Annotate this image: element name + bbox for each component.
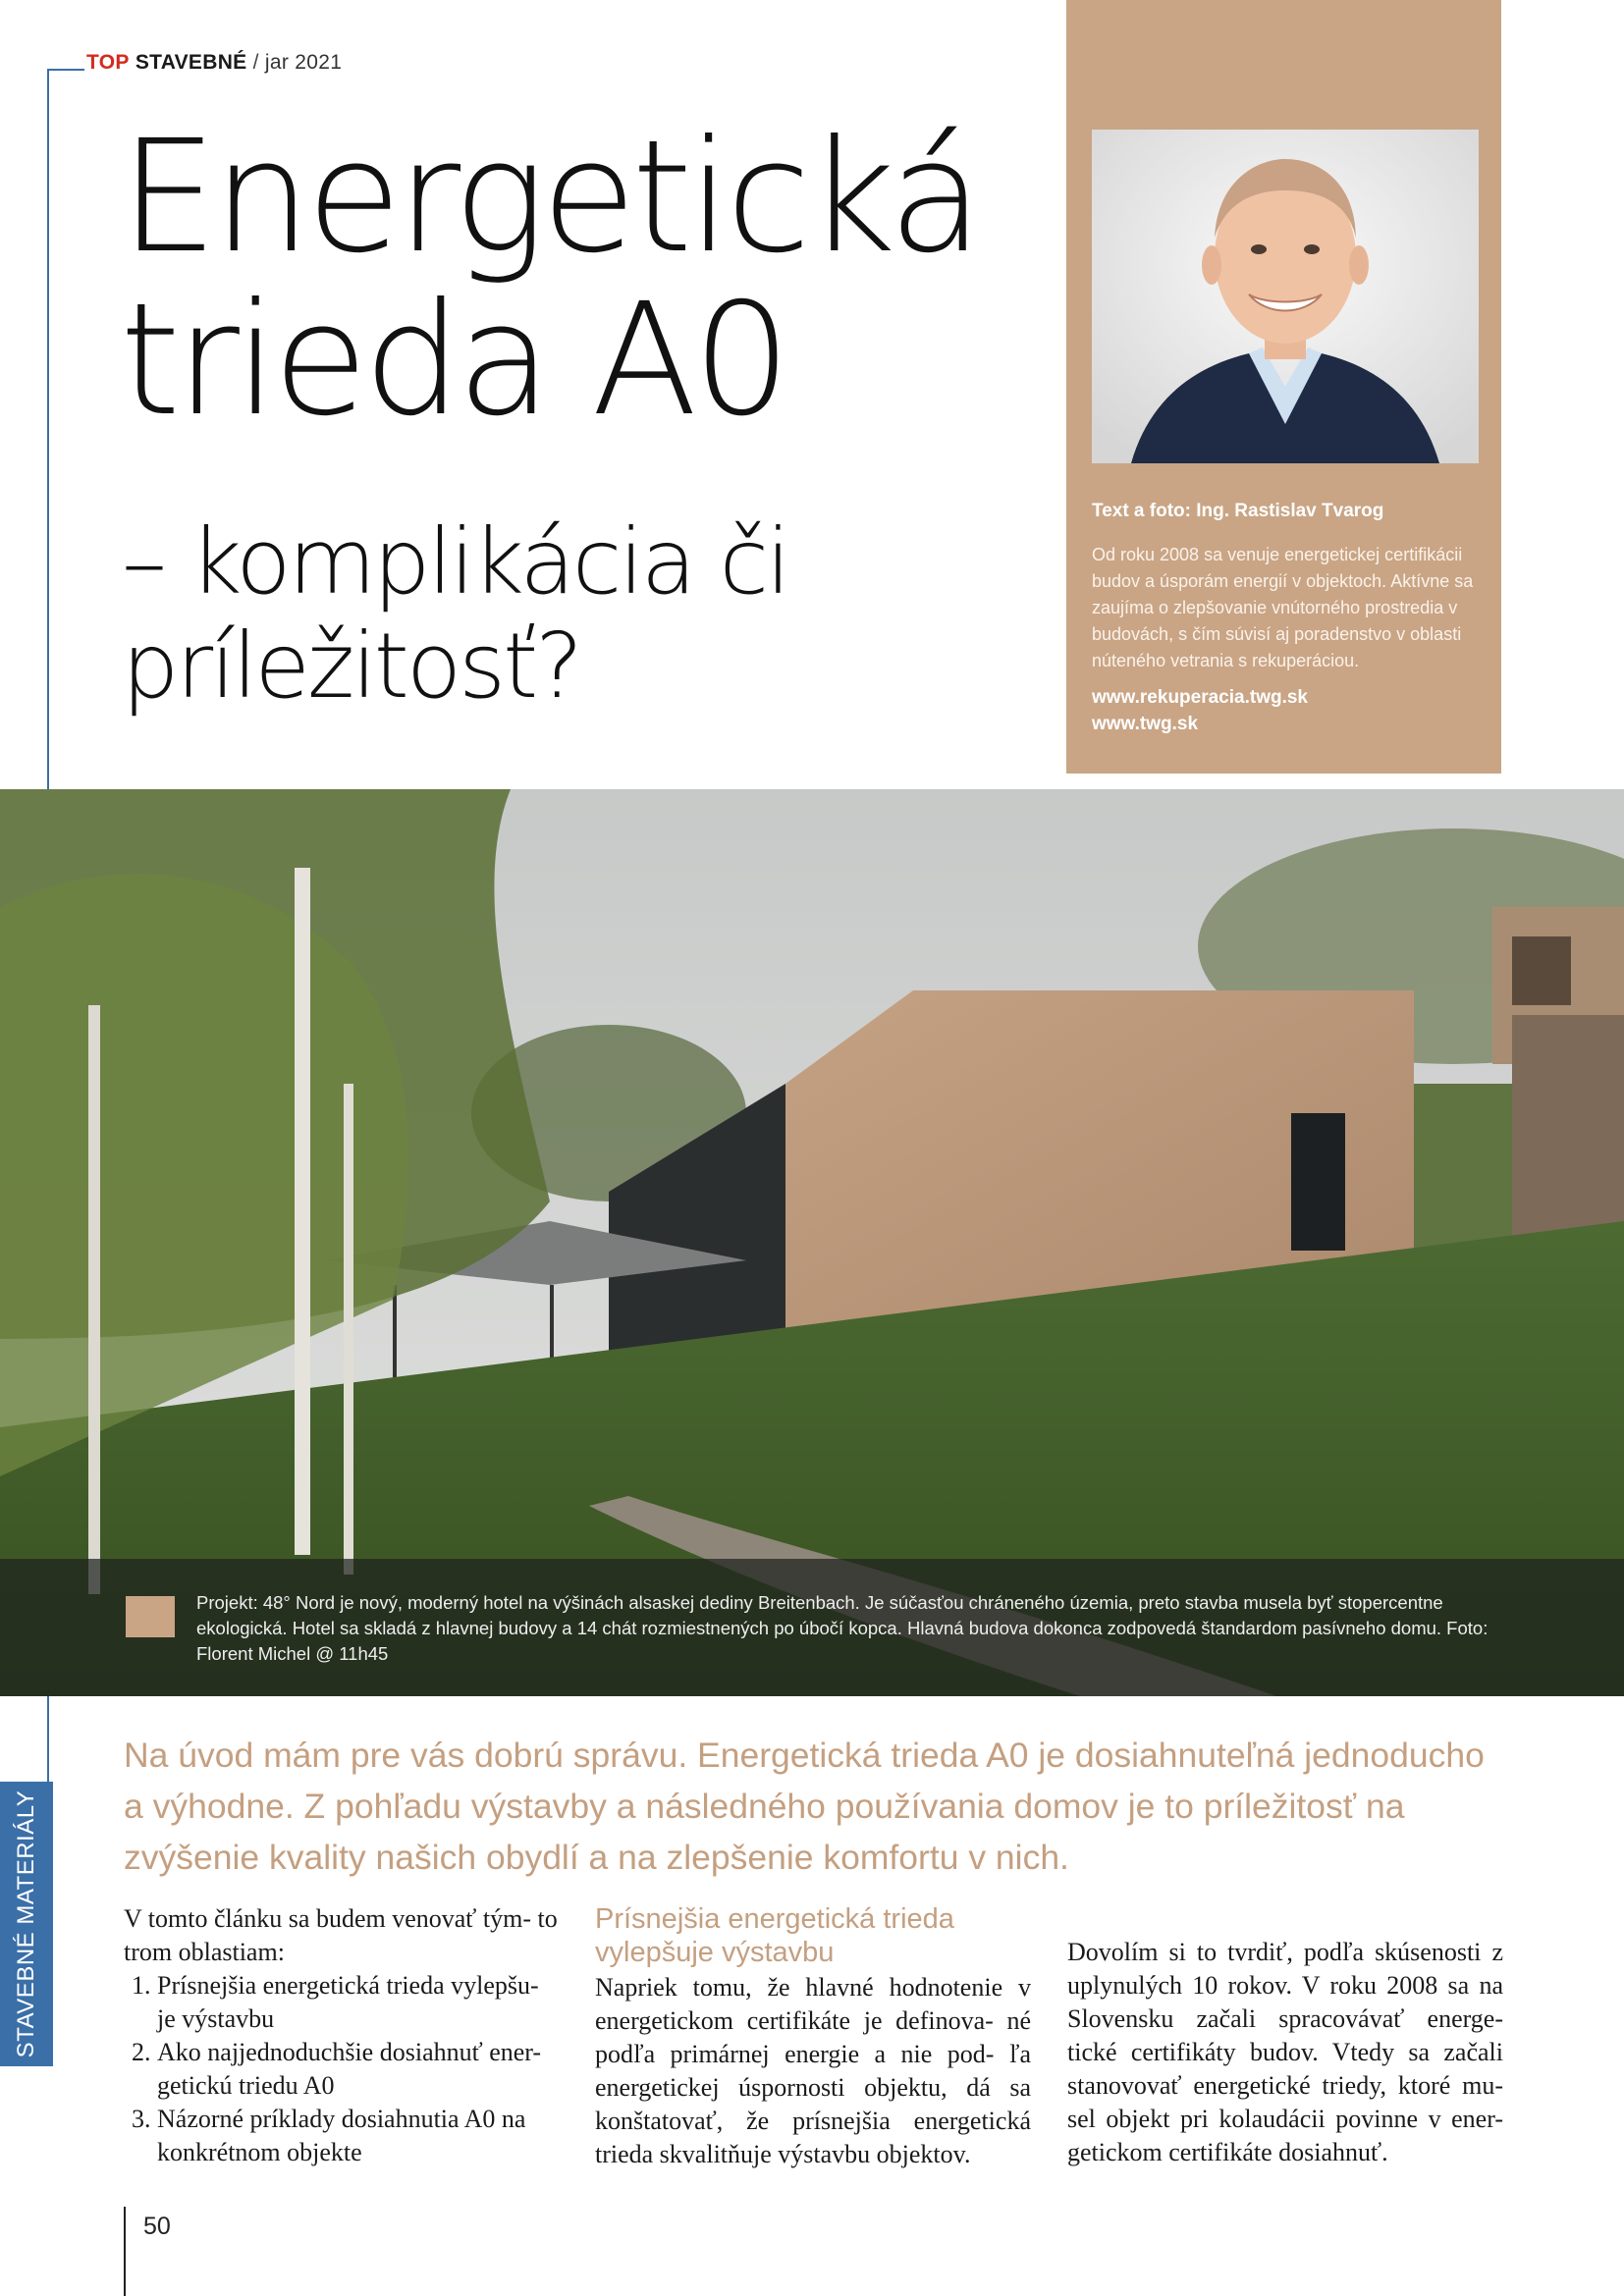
hero-photo <box>0 789 1624 1696</box>
lead-paragraph: Na úvod mám pre vás dobrú správu. Energetická trieda A0 je dosiahnuteľná jednoducho a výhodne. Z pohľadu výstavby a následného používania domov je to príležitosť na zvýšenie kvality našich obydlí a na zlepšenie komfortu v nich. <box>124 1735 1485 1877</box>
list-item: 1. Prísnejšia energetická trieda vylepšu- je výstavbu <box>157 1969 560 2036</box>
page-number-rule <box>124 2207 126 2296</box>
author-portrait-image <box>1092 130 1479 463</box>
section-side-tab-label: STAVEBNÉ MATERIÁLY <box>13 1789 39 2058</box>
section-side-tab <box>0 1782 53 2066</box>
article-title: Energetická trieda A0 <box>120 107 979 451</box>
side-line <box>47 1696 49 1785</box>
author-credit: Text a foto: Ing. Rastislav Tvarog <box>1092 501 1384 521</box>
masthead-separator: / <box>252 51 259 74</box>
author-website-link[interactable]: www.rekuperacia.twg.sk <box>1092 687 1308 708</box>
column-1 <box>124 1902 560 2169</box>
masthead-brand-name: STAVEBNÉ <box>135 51 247 74</box>
masthead-brand-top: TOP <box>86 51 130 74</box>
photo-caption: Projekt: 48° Nord je nový, moderný hotel na výšinách alsaskej dediny Breitenbach. Je súčasťou chráneného územia, preto stavba musela byť stopercentne ekologická. Hotel sa skladá z hlavnej budovy a 14 chát rozmiestnených po úbočí kopca. Hlavná budova dokonca zodpovedá štandardom pasívneho domu. Foto: Florent Michel @ 11h45 <box>196 1592 1489 1664</box>
column-2 <box>595 1902 1031 2171</box>
page-number: 50 <box>143 2213 171 2240</box>
column-3-text: Dovolím si to tvrdiť, podľa skúsenosti z uplynulých 10 rokov. V roku 2008 sa na Slovensku začali spracovávať energe- tické certifikáty budov. Vtedy sa začali stanovovať energetické triedy, ktoré mu- sel objekt pri kolaudácii povinne v ener- getickom certifikáte dosiahnuť. <box>1067 1938 1503 2166</box>
author-box <box>1066 0 1501 774</box>
column-2-text: Napriek tomu, že hlavné hodnotenie v energetickom certifikáte je definova- né podľa primárnej energie a nie pod- ľa energetickej úspornosti objektu, dá sa konštatovať, že prísnejšia energetická trieda skvalitňuje výstavbu objektov. <box>595 1973 1031 2168</box>
column-3 <box>1067 1936 1503 2169</box>
list-item: 3. Názorné príklady dosiahnutia A0 na konkrétnom objekte <box>157 2103 560 2169</box>
author-bio: Od roku 2008 sa venuje energetickej certifikácii budov a úsporám energií v objektoch. Aktívne sa zaujíma o zlepšovanie vnútorného prostredia v budovách, s čím súvisí aj poradenstvo v oblasti núteného vetrania s rekuperáciou. <box>1092 545 1474 670</box>
frame-line-left <box>47 69 49 795</box>
column-1-intro: V tomto článku sa budem venovať tým- to trom oblastiam: <box>124 1904 558 1966</box>
masthead <box>86 51 342 75</box>
article-subtitle: – komplikácia či príležitosť? <box>122 509 788 719</box>
topic-list <box>124 1969 560 2169</box>
section-heading: Prísnejšia energetická trieda vylepšuje výstavbu <box>595 1903 954 1968</box>
list-item: 2. Ako najjednoduchšie dosiahnuť ener- getickú triedu A0 <box>157 2036 560 2103</box>
frame-line-top <box>47 69 84 71</box>
masthead-issue: jar 2021 <box>264 51 343 74</box>
caption-marker <box>126 1596 175 1637</box>
author-portrait <box>1092 130 1479 463</box>
author-website-link-2[interactable]: www.twg.sk <box>1092 714 1199 734</box>
